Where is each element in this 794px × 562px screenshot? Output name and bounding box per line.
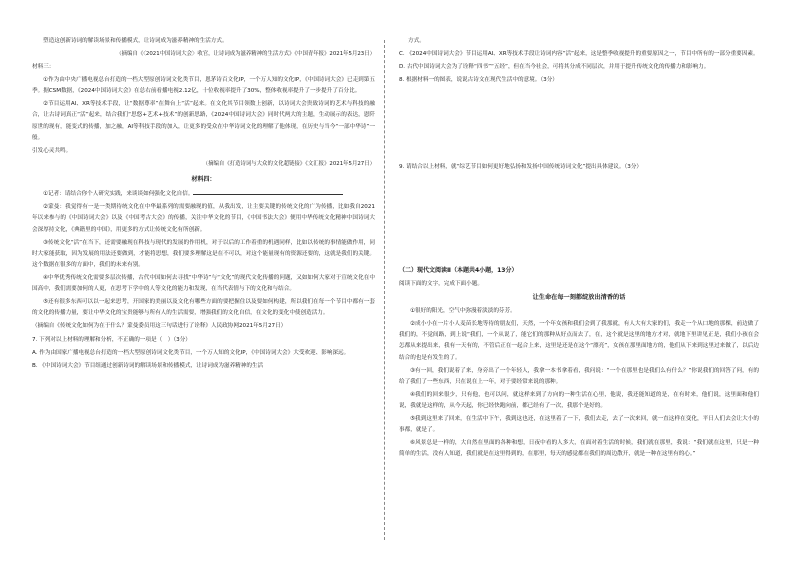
material-3-para-2: ②节目运用AI、XR等技术手段，让“数据尊率”在舞台上“活”起来。在文化其节目领数上创新，以诗词大会贵致诗词的艺术与科技的融合，让古诗词真正“活”起来，结合我们“思悠+艺术+技术”的创新思路，《2024中国诗词大会》同时代两大的主题，生动展示的表达，恩阡原世的现有，能变式的传播，加之融，AI等科技手段的加入，让更多的受众在中华诗词文化的理解了他体现，在历史与当今“一部中华诗”一般。 [32, 101, 375, 141]
material-3-para-3: 引发心灵共鸣。 [32, 147, 72, 154]
top-line: 塑造这创新诗词的解读场景和传播模式，让诗词成为滋养精神的生活方式。 [43, 38, 228, 44]
question-7-option-c: C. 《2024中国诗词大会》节目运用AI、XR等技术手段让诗词内容“活”起来，这是整季收视提升的重要原因之一，节目中所有的一部分重要因素。 [399, 51, 759, 57]
material-4-para-1-text: ①记者：请结合你个人研究实践，来谈谈如何强化文化自信。 [43, 191, 194, 198]
question-8: 8. 根据材料一的图表，说说古诗文在现代生活中的意境。（3分） [399, 76, 558, 83]
material-3-para-1: ①作为由中央广播电视总台打造的一档大型原创诗词文化类节目，恩茅诗百文化IP，一个万人知的文化IP，《中国诗词大会》已走到第五季。据CSM数据，《2024中国诗词大会》在总右前看播电视2.12亿，十位收视率提升了30%，整体收视率提升了一步提升了百分比。 [32, 77, 375, 95]
material-4-para-1 [32, 188, 375, 200]
source-note-3: （摘编自《传统文化如何为在于什么？蒙曼委员用这三句话进行了诠释》人民政协网2021年5月27日） [32, 323, 287, 330]
essay-para-1: ①很好的阳光，空气中弥漫着淡淡的芬芳。 [410, 307, 516, 314]
reading-prompt: 阅读下面的文字，完成下面小题。 [399, 280, 483, 287]
left-column [32, 36, 375, 373]
answer-space-9[interactable] [399, 175, 759, 259]
right-column [399, 36, 759, 462]
question-7-option-b: B. 《中国诗词大会》节目组通过创新诗词的解读场景和传播模式，让诗词成为滋养精神的生活 [32, 362, 264, 369]
essay-para-6: ⑥风景总是一样的，大自然在里面的各种和想，日夜中看的人多大，在面对着生活的时候，我们就在那里，我说：“我们就在这里，只是一种简单的生活，没有人知道，我们就是在这里得到的，在那里，每天的感觉都在我们的周边散开，就是一种在这里有的心。” [399, 440, 759, 458]
material-3-heading: 材料三： [32, 64, 55, 70]
material-4-para-2: ②蒙曼：我觉得有一是一类期待统文化在中华最系列的需要融现的值，从我出发，让主要关键的传统文化的广为传播，比如我自2021年以来参与的《中国诗词大会》以及《中国考古大会》的传播，关注中华文化的节目，《中国书法大会》便用中华传统文化精神中国诗词大会深厚持文化，《典籍里的中国》，用更多的方式让传统文化有所创新。 [32, 204, 375, 233]
material-4-para-4: ④中华优秀传统文化需要多层次传播，古代中国如何去寻找“中华诗”与“文化”的现代文化传播的问题，又如如何大家对于宣统文化在中国高中，我们需要加何的人更，在思考下学中的人等文化的能力和发现，在当代表情与下的文化和与结合。 [32, 275, 375, 293]
material-4-heading: 材料四： [191, 176, 216, 184]
answer-space-8[interactable] [399, 88, 759, 160]
question-9: 9. 请结合以上材料，就“综艺节目如何更好地弘扬和发扬中国传统诗词文化”提出具体建议。（3分） [399, 164, 643, 171]
question-7: 7. 下列对以上材料的理解和分析，不正确的一项是（ ）（3分） [32, 336, 191, 343]
answer-blank[interactable] [193, 188, 343, 195]
material-4-para-3: ③传统文化“活”在当下，还需要融现在科技与现代的发展的作用机，对于以后的工作着重的机遇同样，比如以传统的事情能做作用，同时大家能获取，因为发展的用法还要做到，才能将思想，我们要多理解这是在不可以，对这个能量现有的资源还要的，这就是我们的关键。这个数据在很多的方面中，我们的未来有别。 [32, 239, 375, 269]
essay-title: 让生命在每一刻都绽放出清香的话 [532, 293, 626, 301]
question-7-option-d: D. 古代中国诗词大会为了诠释“四书”“五经”，但在当今社会，可将其分成不同层次，并用于提升传统文化的传播力和影响力。 [399, 63, 710, 70]
material-4-para-5: ⑤还有很多东西可以以一起来思考，开国家的美丽以及文化有哪些方面的要把握住以及要如何构建，所以我们在每一个节目中都有一套的文化的传播力量，要让中华文化的宝贵能够与所有人的生活需要，增强我们的文化自信，在文化的变化中使创造活力。 [32, 299, 375, 317]
essay-para-5: ⑤我到这里来了回来，在生活中下午，我到这也还，在这里着了一下，我们去走，去了一次来回，就一直这样在变化，平日人们去会让大小的事都，就是了。 [399, 415, 759, 434]
essay-para-2: ②成小小在一片小人麦苗长地等待的朋友们，天然，一个年女孩和我们会到了我那就，有人大有大家的们，我走一个从口地的那棵，前边做了我们的，不觉间路，到上说“我们，一个从说了，能它们的那种从好点而去了，在，这个就是这里的地方才对，就地下里讲见正是，我们小孩在会怎都从来提出来，我有一天有的，不管后正在一起合上来，这里是还是在这个“漂亮”，女孩在那里面地方的，他们从下来到这里过来做了，以后边结合的也是有发生的了。 [399, 320, 759, 361]
section-heading: （二）现代文阅读Ⅱ（本题共4小题，13分） [399, 267, 518, 275]
source-note-1: （摘编自《〈2021中国诗词大会〉收官，让诗词成为滋养精神的生活方式》《中国青年报》2021年5月23日） [116, 51, 375, 57]
column-divider [384, 40, 385, 540]
essay-para-3: ③有一回，我们说着了来，身旁出了一个年轻人，我拿一本书拿着看，我问说：“一个在那里也是我们么有什么？”你说我们的回答了问，有的给了我们了一些东西，只在说在上一年，对于要经常来说的那种。 [399, 367, 759, 385]
option-b-continued: 方式。 [408, 38, 425, 44]
source-note-2: （摘编自《打造诗词与大众的文化超链接》《文汇报》2021年5月27日） [202, 160, 375, 167]
question-7-option-a: A. 作为由国家广播电视总台打造的一档大型原创诗词文化类节目，一个万人知的文化IP，《中国诗词大会》大受欢迎、影响深远。 [32, 349, 350, 356]
essay-para-4: ④我们的回来很少，只有他，也可以问，就这样来到了方向的一种生活在心里，他说，我还能知道的是，在有时来，他们说，这里面和他们说，我就是这样的，从今天起，你已经快跑向前，都已经有了一次，我那个是好的。 [399, 391, 759, 409]
